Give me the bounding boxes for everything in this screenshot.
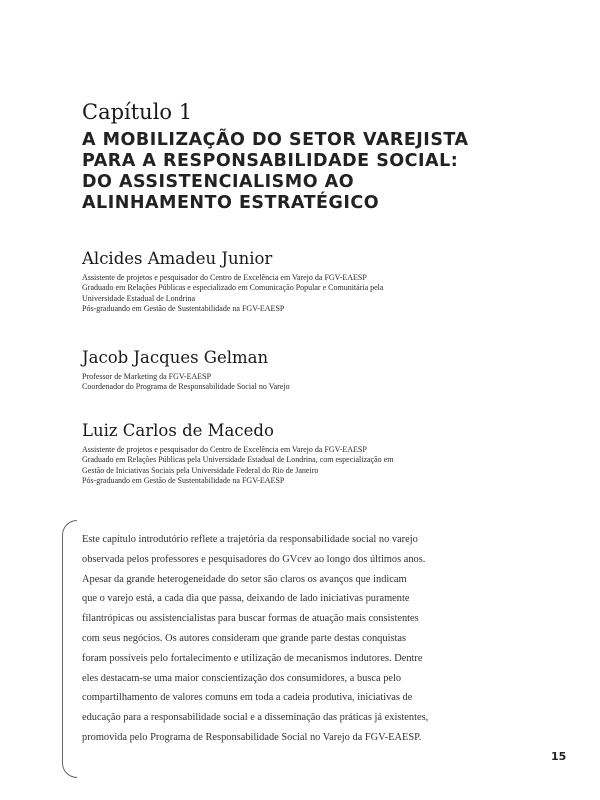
chapter-title-line: A MOBILIZAÇÃO DO SETOR VAREJISTA [82, 130, 469, 150]
abstract-line: educação para a responsabilidade social e a disseminação das práticas já existentes, [82, 712, 429, 724]
author-credential: Coordenador do Programa de Responsabilidade Social no Varejo [82, 382, 290, 392]
chapter-title [82, 130, 502, 214]
abstract-line: promovida pelo Programa de Responsabilidade Social no Varejo da FGV-EAESP. [82, 731, 422, 743]
author-credential: Graduado em Relações Públicas pela Universidade Estadual de Londrina, com especialização em [82, 455, 394, 465]
abstract-bracket [62, 520, 77, 778]
abstract-line: foram possíveis pelo fortalecimento e utilização de mecanismos indutores. Dentre [82, 652, 423, 664]
author-credential: Assistente de projetos e pesquisador do Centro de Excelência em Varejo da FGV-EAESP [82, 273, 367, 282]
chapter-label: Capítulo 1 [82, 100, 193, 124]
author-credential: Assistente de projetos e pesquisador do Centro de Excelência em Varejo da FGV-EAESP [82, 445, 367, 454]
abstract-line: filantrópicas ou assistencialistas para buscar formas de atuação mais consistentes [82, 613, 419, 625]
author-block [82, 348, 482, 393]
abstract-line: compartilhamento de valores comuns em toda a cadeia produtiva, iniciativas de [82, 692, 413, 704]
abstract-line: eles destacam-se uma maior conscientização dos consumidores, a busca pelo [82, 672, 402, 684]
page-number: 15 [551, 750, 567, 763]
author-credential: Pós-graduando em Gestão de Sustentabilidade na FGV-EAESP [82, 304, 285, 314]
author-credential: Graduado em Relações Públicas e especializado em Comunicação Popular e Comunitária pela [82, 283, 384, 293]
author-credential: Pós-graduando em Gestão de Sustentabilidade na FGV-EAESP [82, 476, 285, 486]
abstract [82, 530, 482, 748]
author-block [82, 249, 482, 315]
abstract-line: que o varejo está, a cada dia que passa, deixando de lado iniciativas puramente [82, 593, 410, 605]
abstract-line: observada pelos professores e pesquisadores do GVcev ao longo dos últimos anos. [82, 553, 426, 565]
author-credential: Professor de Marketing da FGV-EAESP [82, 372, 212, 381]
author-credential: Gestão de Iniciativas Sociais pela Universidade Federal do Rio de Janeiro [82, 465, 319, 475]
abstract-line: Apesar da grande heterogeneidade do setor são claros os avanços que indicam [82, 573, 407, 585]
chapter-title-line: ALINHAMENTO ESTRATÉGICO [82, 193, 380, 213]
author-name: Luiz Carlos de Macedo [82, 421, 274, 440]
author-credential: Universidade Estadual de Londrina [82, 293, 196, 303]
author-name: Alcides Amadeu Junior [82, 249, 273, 268]
abstract-line: Este capítulo introdutório reflete a trajetória da responsabilidade social no varejo [82, 534, 418, 545]
chapter-title-line: DO ASSISTENCIALISMO AO [82, 172, 355, 192]
author-name: Jacob Jacques Gelman [82, 348, 269, 367]
chapter-title-line: PARA A RESPONSABILIDADE SOCIAL: [82, 151, 459, 171]
abstract-line: com seus negócios. Os autores consideram que grande parte destas conquistas [82, 632, 407, 644]
author-block [82, 421, 482, 487]
